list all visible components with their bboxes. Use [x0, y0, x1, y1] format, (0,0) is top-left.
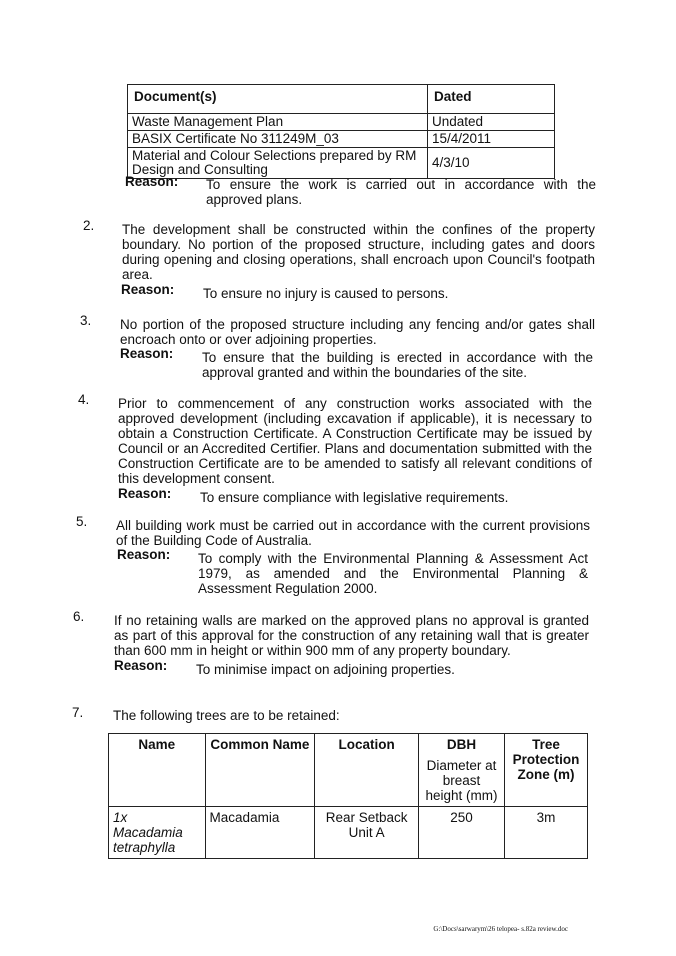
condition-text: The development shall be constructed within the confines of the property boundary. No portion of the proposed structure, including gates and doors during opening and closing operations, shall encroach upon Council's footpath area. [122, 222, 595, 282]
reason-label: Reason: [125, 174, 179, 189]
table-row [128, 114, 555, 131]
condition-text: All building work must be carried out in accordance with the current provisions of the Building Code of Australia. [116, 518, 590, 548]
dated-cell: Undated [428, 114, 555, 131]
condition-number: 7. [72, 705, 84, 720]
reason-text: To ensure no injury is caused to persons. [203, 286, 449, 301]
document-cell: Material and Colour Selections prepared by RM Design and Consulting [128, 148, 428, 179]
condition-number: 4. [78, 392, 90, 407]
documents-table-header [128, 85, 555, 114]
condition-text: If no retaining walls are marked on the approved plans no approval is granted as part of this approval for the construction of any retaining wall that is greater than 600 mm in height or within 900 mm of any property boundary. [114, 613, 589, 658]
reason-label: Reason: [117, 547, 171, 562]
reason-text: To ensure compliance with legislative requirements. [200, 490, 509, 505]
condition-text: The following trees are to be retained: [113, 708, 340, 723]
condition-number: 3. [80, 313, 92, 328]
reason-label: Reason: [120, 346, 174, 361]
file-path-footer: G:\Docs\sarwarym\26 telopea- s.82a review.doc [433, 925, 568, 933]
location-column-header: Location [315, 734, 419, 807]
location-cell: Rear Setback Unit A [315, 807, 419, 859]
common-name-column-header: Common Name [205, 734, 315, 807]
reason-text: To ensure the work is carried out in accordance with the approved plans. [206, 177, 596, 207]
document-column-header: Document(s) [128, 85, 428, 114]
document-cell: Waste Management Plan [128, 114, 428, 131]
document-cell: BASIX Certificate No 311249M_03 [128, 131, 428, 148]
dated-column-header: Dated [428, 85, 555, 114]
reason-label: Reason: [114, 658, 168, 673]
dbh-description: Diameter at breast height (mm) [425, 758, 498, 803]
reason-text: To ensure that the building is erected in accordance with the approval granted and within the boundaries of the site. [202, 350, 593, 380]
reason-text: To comply with the Environmental Planning & Assessment Act 1979, as amended and the Environmental Planning & Assessment Regulation 2000. [198, 551, 588, 596]
table-row [109, 807, 588, 859]
reason-label: Reason: [121, 282, 175, 297]
common-name-cell: Macadamia [205, 807, 315, 859]
tree-name-cell [109, 807, 206, 859]
tpz-column-header: Tree Protection Zone (m) [504, 734, 587, 807]
condition-number: 2. [83, 218, 95, 233]
dated-cell: 15/4/2011 [428, 131, 555, 148]
table-row [128, 148, 555, 179]
tree-count: 1x [113, 810, 128, 825]
dbh-column-header [419, 734, 505, 807]
name-column-header: Name [109, 734, 206, 807]
trees-table-header [109, 734, 588, 807]
table-row [128, 131, 555, 148]
reason-label: Reason: [118, 486, 172, 501]
dated-cell: 4/3/10 [428, 148, 555, 179]
dbh-cell: 250 [419, 807, 505, 859]
trees-table [108, 733, 588, 859]
condition-text: Prior to commencement of any construction works associated with the approved development (including excavation if applicable), it is necessary to obtain a Construction Certificate. A Construction Certificate may be issued by Council or an Accredited Certifier. Plans and documentation submitted with the Construction Certificate are to be amended to satisfy all relevant conditions of this development consent. [118, 396, 592, 486]
dbh-title: DBH [446, 737, 477, 752]
condition-number: 6. [73, 609, 85, 624]
condition-number: 5. [76, 514, 88, 529]
tree-botanical-name: Macadamia tetraphylla [113, 825, 183, 855]
condition-text: No portion of the proposed structure including any fencing and/or gates shall encroach onto or over adjoining properties. [120, 317, 595, 347]
reason-text: To minimise impact on adjoining properties. [196, 662, 455, 677]
tpz-cell: 3m [504, 807, 587, 859]
documents-table [127, 84, 555, 179]
